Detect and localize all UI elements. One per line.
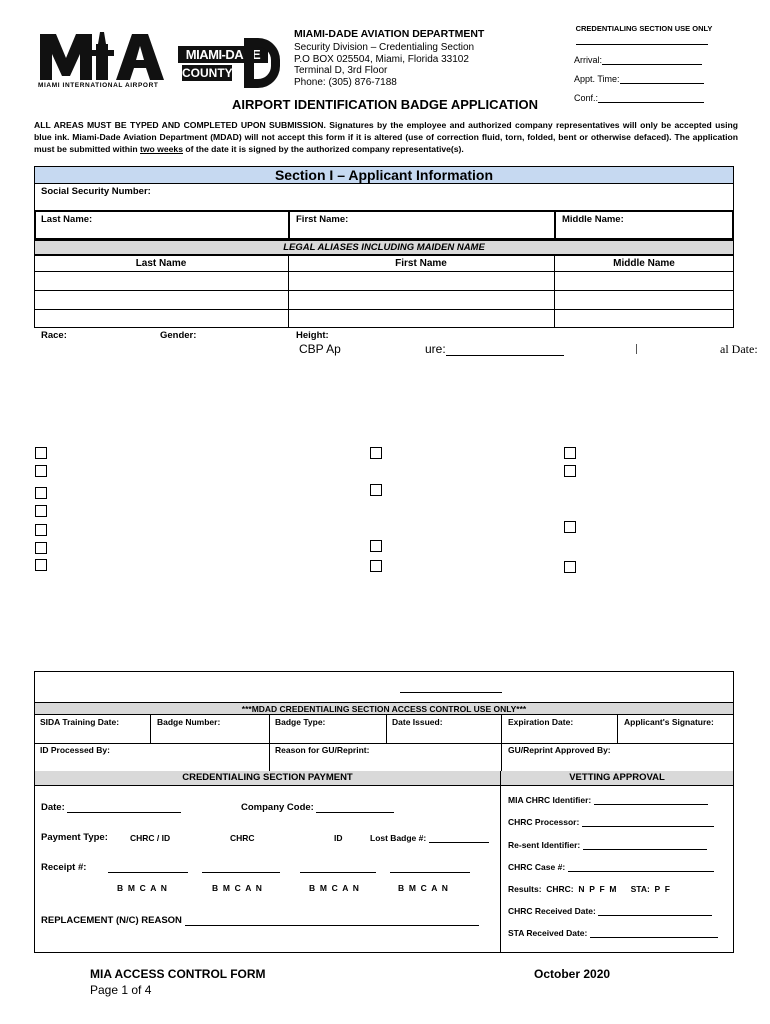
receipt-line	[300, 872, 376, 873]
badge-number-field[interactable]: Badge Number:	[157, 717, 221, 727]
header-address	[294, 28, 554, 88]
form-title: AIRPORT IDENTIFICATION BADGE APPLICATION	[232, 97, 538, 112]
reprint-reason-field[interactable]: Reason for GU/Reprint:	[275, 745, 370, 755]
checkbox[interactable]	[35, 505, 47, 517]
dept-name: MIAMI-DADE AVIATION DEPARTMENT	[294, 28, 485, 40]
bmcan-options[interactable]: B M C A N	[398, 883, 448, 893]
results-options[interactable]: Results: CHRC: N P F M STA: P F	[508, 884, 670, 894]
county-logo-top: MIAMI-DADE	[178, 46, 268, 63]
control-title: ***MDAD CREDENTIALING SECTION ACCESS CONTROL USE ONLY***	[241, 704, 527, 714]
checkbox[interactable]	[35, 447, 47, 459]
sida-date-field[interactable]: SIDA Training Date:	[40, 717, 120, 727]
alias-row[interactable]	[35, 291, 733, 309]
expiration-date-field[interactable]: Expiration Date:	[508, 717, 574, 727]
mia-logo-subtitle: MIAMI INTERNATIONAL AIRPORT	[38, 82, 159, 89]
date-issued-field[interactable]: Date Issued:	[392, 717, 443, 727]
payment-type-label: Payment Type:	[41, 832, 108, 843]
mia-chrc-identifier-field[interactable]: MIA CHRC Identifier:	[508, 795, 708, 805]
checkbox[interactable]	[35, 542, 47, 554]
ssn-label: Social Security Number:	[41, 186, 151, 197]
reprint-approved-field[interactable]: GU/Reprint Approved By:	[508, 745, 611, 755]
badge-type-field[interactable]: Badge Type:	[275, 717, 326, 727]
checkbox[interactable]	[564, 521, 576, 533]
last-name-field[interactable]: Last Name:	[41, 214, 93, 225]
checkbox[interactable]	[35, 487, 47, 499]
county-logo	[178, 36, 286, 90]
use-only-title: CREDENTIALING SECTION USE ONLY	[575, 24, 713, 33]
footer-form-name: MIA ACCESS CONTROL FORM	[90, 967, 266, 981]
aliases-title: LEGAL ALIASES INCLUDING MAIDEN NAME	[283, 242, 485, 253]
mia-logo	[38, 28, 178, 92]
name-row	[34, 210, 734, 240]
checkbox[interactable]	[35, 524, 47, 536]
company-code-field[interactable]: Company Code:	[241, 802, 394, 813]
payment-header	[35, 771, 500, 786]
payment-option-chrc[interactable]: CHRC	[230, 833, 255, 843]
bmcan-options[interactable]: B M C A N	[212, 883, 262, 893]
checkbox[interactable]	[370, 560, 382, 572]
checkbox[interactable]	[370, 484, 382, 496]
county-logo-d	[244, 38, 280, 88]
resent-identifier-field[interactable]: Re-sent Identifier:	[508, 840, 707, 850]
address-line: P.O BOX 025504, Miami, Florida 33102	[294, 53, 469, 65]
footer-page: Page 1 of 4	[90, 983, 152, 997]
instructions: ALL AREAS MUST BE TYPED AND COMPLETED UPON SUBMISSION. Signatures by the employee and authorized company representatives will only be accepted using blue ink. Miami-Dade Aviation Department (MDAD) will not accept this form if it is altered (use of correction fluid, torn, folded, bent or otherwise defaced). The application must be submitted within two weeks of the date it is signed by the authorized company representative(s).	[34, 120, 738, 154]
receipt-line	[108, 872, 188, 873]
chrc-case-field[interactable]: CHRC Case #:	[508, 862, 714, 872]
race-field[interactable]: Race:	[41, 330, 67, 341]
checkbox[interactable]	[35, 465, 47, 477]
arrival-field[interactable]: Arrival:	[574, 55, 710, 65]
first-name-field[interactable]: First Name:	[296, 214, 349, 225]
checkbox[interactable]	[564, 465, 576, 477]
section1-header	[34, 166, 734, 184]
replacement-reason-field[interactable]: REPLACEMENT (N/C) REASON	[41, 915, 479, 926]
address-line: Security Division – Credentialing Section	[294, 42, 475, 53]
chrc-received-date-field[interactable]: CHRC Received Date:	[508, 906, 712, 916]
lost-badge-field[interactable]: Lost Badge #:	[370, 833, 489, 843]
checkbox[interactable]	[564, 447, 576, 459]
height-field[interactable]: Height:	[296, 330, 329, 341]
gender-field[interactable]: Gender:	[160, 330, 197, 341]
address-line: Terminal D, 3rd Floor	[294, 65, 388, 76]
cbp-mark	[636, 344, 637, 354]
payment-date-field[interactable]: Date:	[41, 802, 181, 813]
checkbox[interactable]	[370, 447, 382, 459]
alias-row[interactable]	[35, 310, 733, 328]
cbp-signature-field[interactable]: ure:	[425, 342, 564, 356]
id-processed-field[interactable]: ID Processed By:	[40, 745, 110, 755]
receipt-label: Receipt #:	[41, 862, 87, 873]
bmcan-options[interactable]: B M C A N	[117, 883, 167, 893]
sta-received-date-field[interactable]: STA Received Date:	[508, 928, 718, 938]
control-header	[34, 702, 734, 715]
checkbox[interactable]	[564, 561, 576, 573]
payment-option-chrc-id[interactable]: CHRC / ID	[130, 833, 171, 843]
chrc-processor-field[interactable]: CHRC Processor:	[508, 817, 714, 827]
checkbox[interactable]	[370, 540, 382, 552]
appt-time-field[interactable]: Appt. Time:	[574, 74, 710, 84]
vetting-header	[501, 771, 733, 786]
conf-field[interactable]: Conf.:	[574, 93, 710, 103]
cbp-text-left: CBP Ap	[299, 342, 341, 356]
section1-title: Section I – Applicant Information	[274, 167, 494, 183]
receipt-line	[390, 872, 470, 873]
phone-line: Phone: (305) 876-7188	[294, 76, 397, 88]
footer-date: October 2020	[534, 967, 611, 981]
cbp-date-label: al Date:	[720, 342, 758, 356]
aliases-header	[34, 240, 734, 255]
use-only-block	[574, 24, 714, 103]
alias-col-last: Last Name	[135, 258, 187, 269]
signature-line	[400, 692, 502, 693]
ssn-field[interactable]	[34, 183, 734, 211]
county-logo-bottom: COUNTY	[182, 66, 233, 80]
payment-option-id[interactable]: ID	[334, 833, 343, 843]
alias-col-middle: Middle Name	[613, 258, 675, 269]
alias-col-first: First Name	[395, 258, 447, 269]
payment-title: CREDENTIALING SECTION PAYMENT	[182, 772, 353, 783]
receipt-line	[202, 872, 280, 873]
applicant-signature-field[interactable]: Applicant's Signature:	[624, 717, 714, 727]
vetting-title: VETTING APPROVAL	[569, 772, 665, 783]
checkbox[interactable]	[35, 559, 47, 571]
middle-name-field[interactable]: Middle Name:	[562, 214, 624, 225]
bmcan-options[interactable]: B M C A N	[309, 883, 359, 893]
alias-row[interactable]	[35, 272, 733, 290]
